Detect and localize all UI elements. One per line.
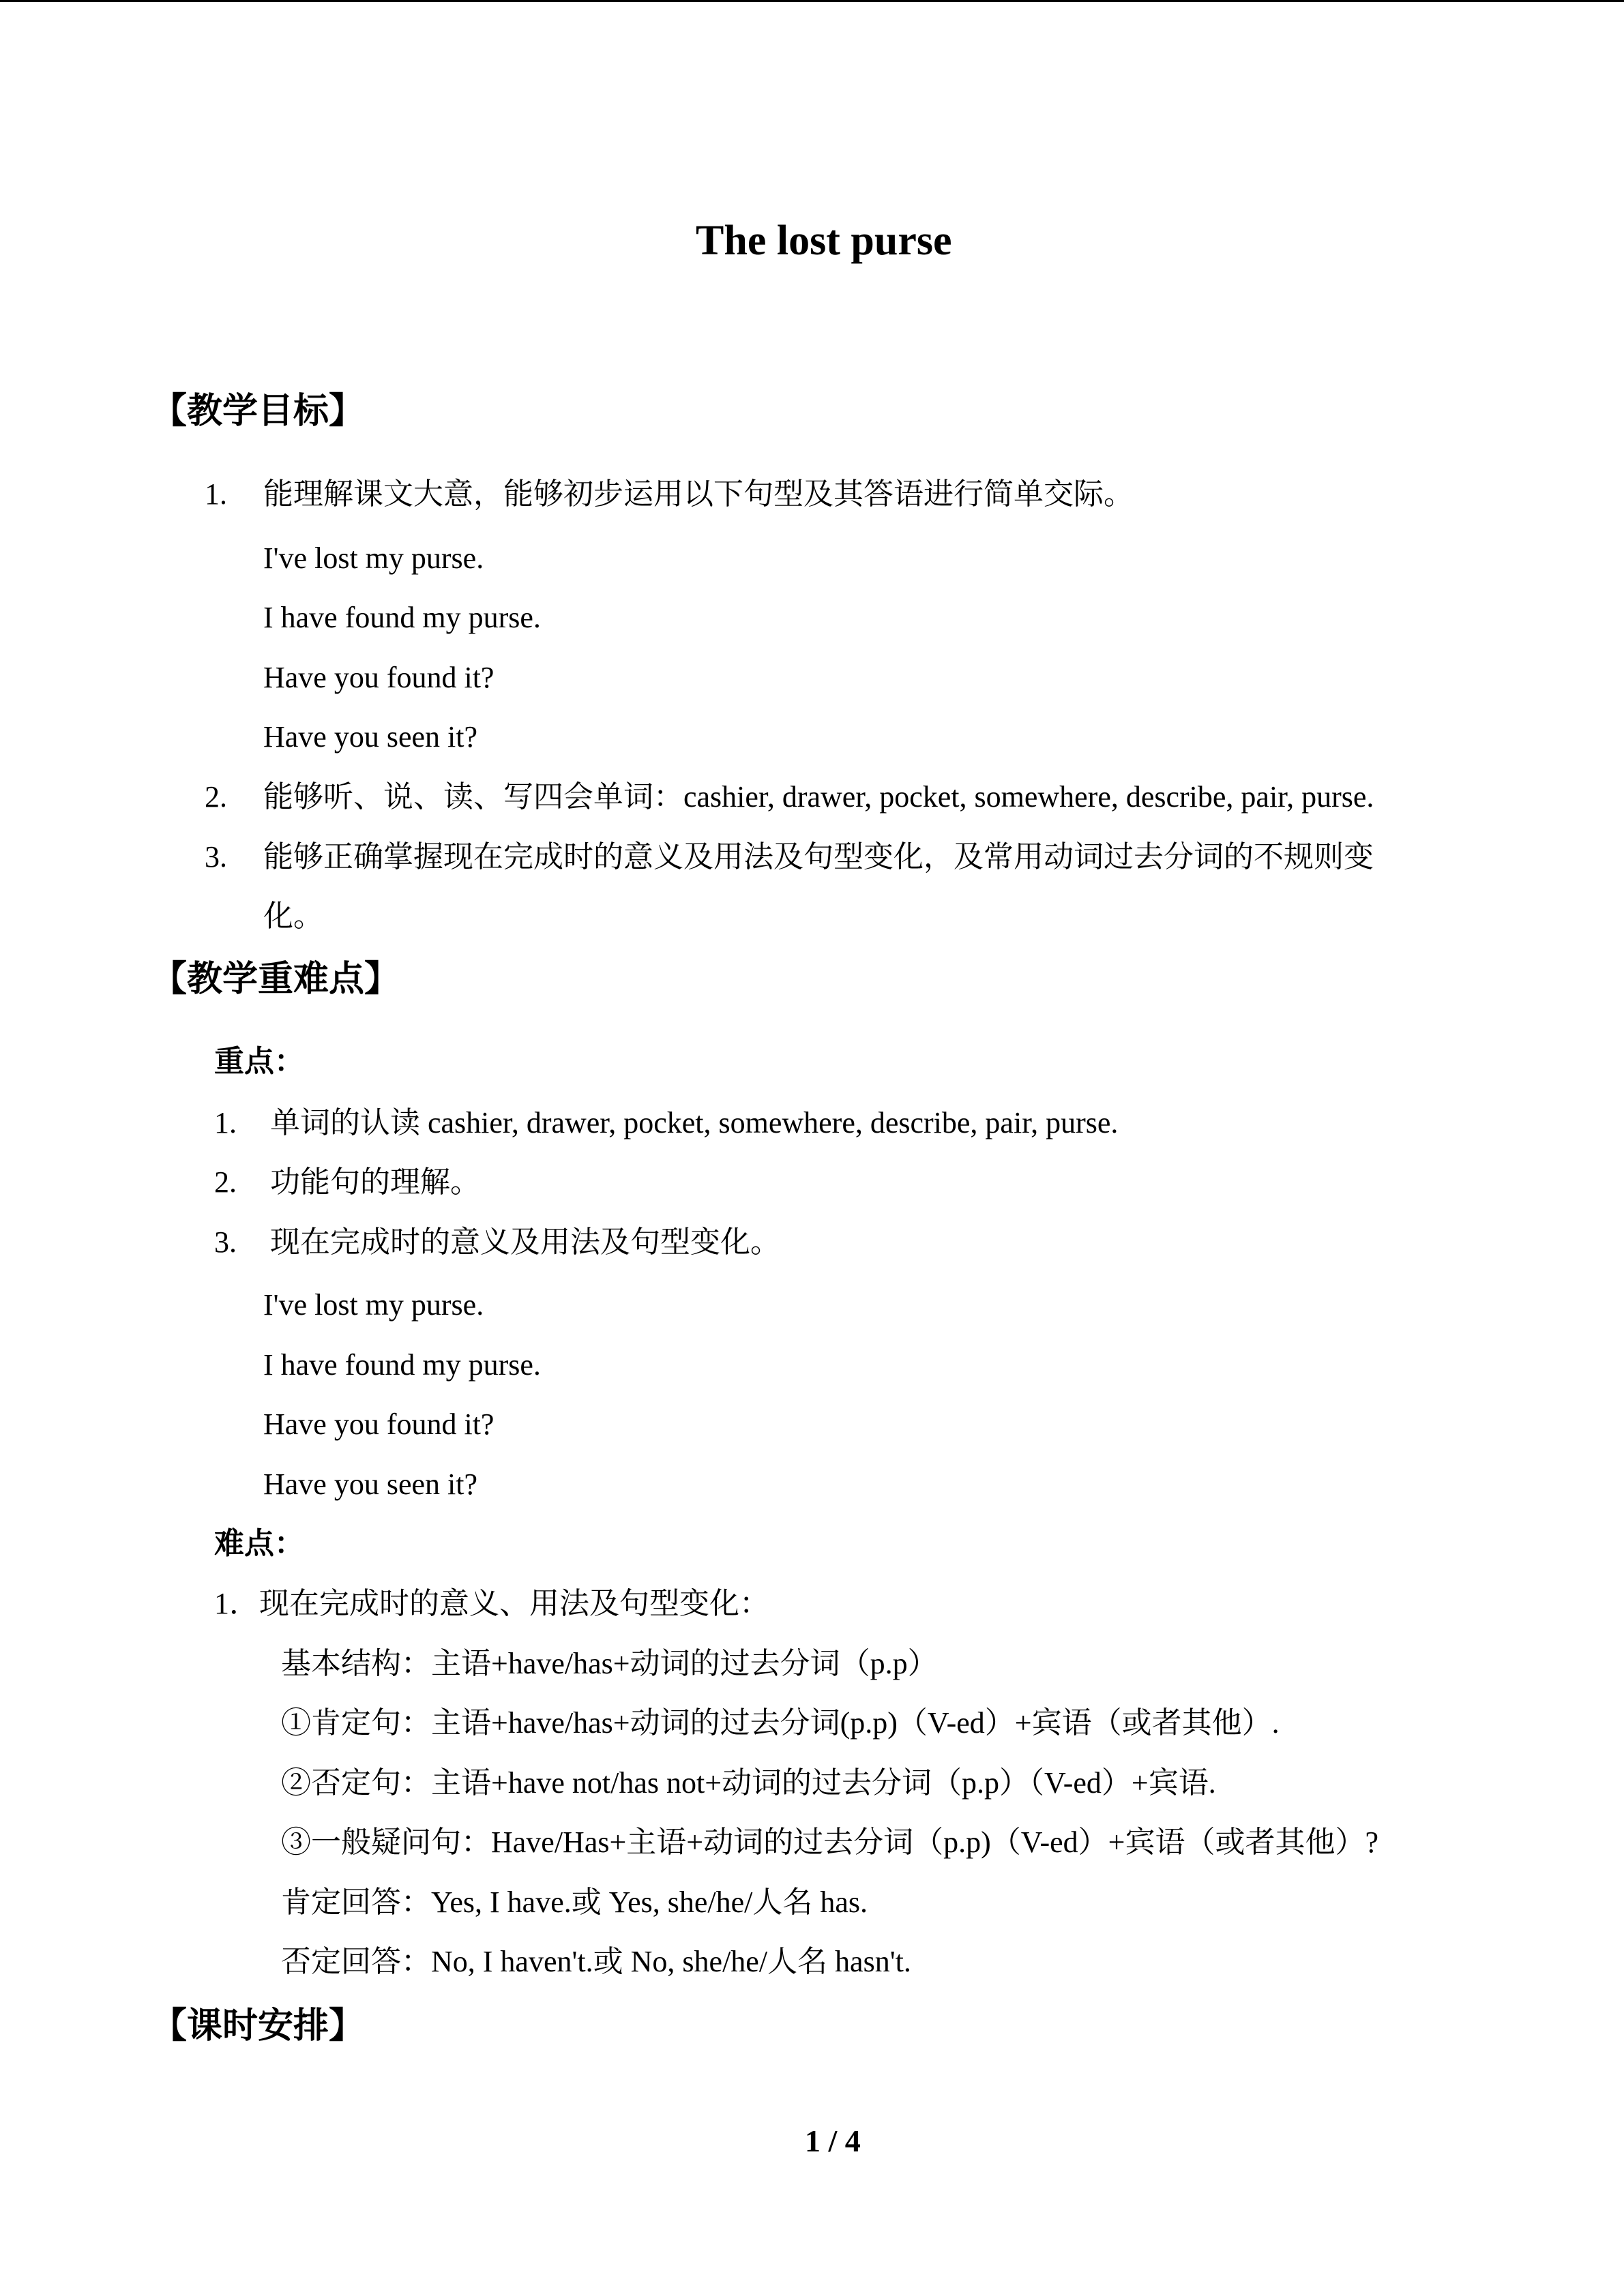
key-item-number: 1. xyxy=(214,1106,237,1139)
grammar-affirmative-line: ①肯定句：主语+have/has+动词的过去分词(p.p)（V-ed）+宾语（或者其他）. xyxy=(281,1706,1280,1740)
page-number: 1 / 4 xyxy=(805,2123,861,2158)
grammar-positive-answer-line: 肯定回答：Yes, I have.或 Yes, she/he/人名 has. xyxy=(281,1885,868,1919)
key-sentence: I have found my purse. xyxy=(263,1348,541,1382)
objective-sentence: Have you seen it? xyxy=(263,720,477,754)
document-title: The lost purse xyxy=(696,218,952,264)
key-points-label: 重点： xyxy=(214,1045,304,1078)
objective-sentence: I've lost my purse. xyxy=(263,541,484,575)
objective-item-2-text: 能够听、说、读、写四会单词：cashier, drawer, pocket, somewhere, describe, pair, purse. xyxy=(263,780,1374,814)
objective-item-2-number: 2. xyxy=(205,780,227,814)
objective-item-1-text: 能理解课文大意，能够初步运用以下句型及其答语进行简单交际。 xyxy=(263,477,1134,511)
key-item-number: 2. xyxy=(214,1165,237,1199)
grammar-question-line: ③一般疑问句：Have/Has+主语+动词的过去分词（p.p)（V-ed）+宾语（或者其他）? xyxy=(281,1825,1379,1859)
difficult-item: 1．现在完成时的意义、用法及句型变化： xyxy=(214,1587,769,1620)
section-heading-schedule: 【课时安排】 xyxy=(151,2006,365,2046)
key-item-text: 功能句的理解。 xyxy=(270,1165,480,1199)
key-item-number: 3. xyxy=(214,1225,237,1259)
key-item-text: 单词的认读 cashier, drawer, pocket, somewhere, describe, pair, purse. xyxy=(270,1106,1119,1139)
objective-sentence: I have found my purse. xyxy=(263,601,541,634)
objective-item-1-number: 1. xyxy=(205,477,227,511)
key-sentence: Have you found it? xyxy=(263,1407,494,1441)
grammar-negative-line: ②否定句：主语+have not/has not+动词的过去分词（p.p）（V-ed）+宾语. xyxy=(281,1766,1216,1800)
section-heading-objectives: 【教学目标】 xyxy=(151,391,365,432)
key-sentence: I've lost my purse. xyxy=(263,1288,484,1322)
key-sentence: Have you seen it? xyxy=(263,1467,477,1501)
objective-item-3-number: 3. xyxy=(205,840,227,874)
grammar-structure-line: 基本结构：主语+have/has+动词的过去分词（p.p） xyxy=(281,1647,938,1680)
page-top-border xyxy=(0,0,1624,2)
grammar-negative-answer-line: 否定回答：No, I haven't.或 No, she/he/人名 hasn't. xyxy=(281,1945,911,1978)
objective-item-3-text-line2: 化。 xyxy=(263,899,323,933)
difficult-points-label: 难点： xyxy=(214,1527,304,1560)
key-item-text: 现在完成时的意义及用法及句型变化。 xyxy=(270,1225,780,1259)
objective-item-3-text-line1: 能够正确掌握现在完成时的意义及用法及句型变化，及常用动词过去分词的不规则变 xyxy=(263,840,1374,874)
section-heading-key-points: 【教学重难点】 xyxy=(151,959,400,1000)
objective-sentence: Have you found it? xyxy=(263,661,494,694)
